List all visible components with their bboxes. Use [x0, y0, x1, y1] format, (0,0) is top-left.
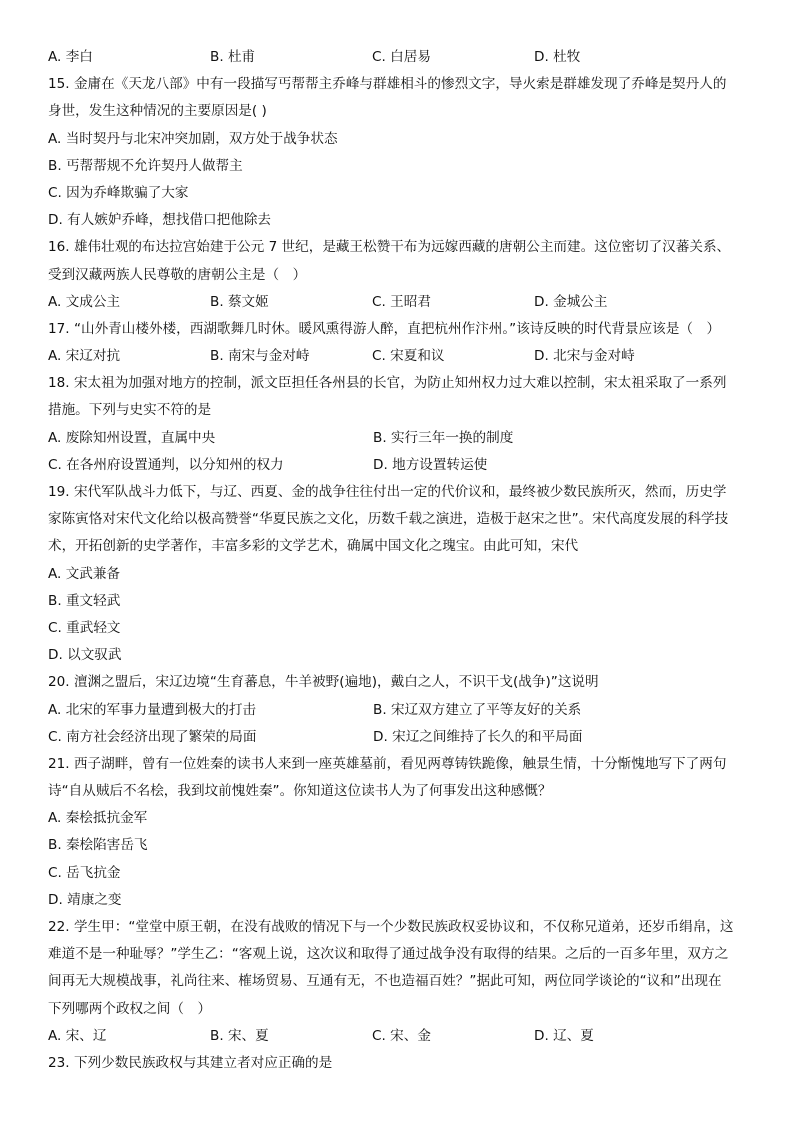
q21-stem-line-1: 21. 西子湖畔，曾有一位姓秦的读书人来到一座英雄墓前，看见两尊铸铁跪像，触景生情，十分惭愧地写下了两句: [48, 755, 727, 772]
q18-option-c: C. 在各州府设置通判，以分知州的权力: [48, 456, 284, 473]
q14-option-b: B. 杜甫: [210, 49, 256, 65]
q22-option-c: C. 宋、金: [372, 1027, 431, 1044]
q21-stem-line-2: 诗“自从贼后不名桧，我到坟前愧姓秦”。你知道这位读书人为了何事发出这种感慨？: [48, 783, 552, 800]
q20-option-d: D. 宋辽之间维持了长久的和平局面: [373, 728, 583, 745]
q22-stem-line-4: 下列哪两个政权之间（ ）: [48, 1000, 212, 1017]
q16-option-b: B. 蔡文姬: [210, 293, 269, 310]
q15-option-c: C. 因为乔峰欺骗了大家: [48, 184, 189, 201]
q18-option-b: B. 实行三年一换的制度: [373, 429, 514, 446]
q14-option-a: A. 李白: [48, 49, 93, 65]
q19-stem-line-3: 术，开拓创新的史学著作，丰富多彩的文学艺术，确属中国文化之瑰宝。由此可知，宋代: [48, 538, 579, 555]
q17-option-d: D. 北宋与金对峙: [534, 348, 635, 365]
q19-stem-line-2: 家陈寅恪对宋代文化给以极高赞誉“华夏民族之文化，历数千载之演进，造极于赵宋之世”。宋代高度发展的科学技: [48, 511, 729, 528]
q18-stem-line-2: 措施。下列与史实不符的是: [48, 402, 212, 419]
q20-options-row-2: [48, 724, 760, 751]
q18-options-row-2: [48, 452, 760, 479]
q23-stem-line-1: 23. 下列少数民族政权与其建立者对应正确的是: [48, 1054, 333, 1071]
q14-option-d: D. 杜牧: [534, 49, 581, 65]
q20-option-c: C. 南方社会经济出现了繁荣的局面: [48, 728, 257, 745]
q16-stem-line-2: 受到汉藏两族人民尊敬的唐朝公主是（ ）: [48, 266, 307, 283]
q16-options: [48, 289, 760, 316]
q15-stem-line-1: 15. 金庸在《天龙八部》中有一段描写丐帮帮主乔峰与群雄相斗的惨烈文字，导火索是群雄发现了乔峰是契丹人的: [48, 76, 727, 93]
q20-stem-line-1: 20. 澶渊之盟后，宋辽边境“生育蕃息，牛羊被野(遍地)，戴白之人，不识干戈(战争)”这说明: [48, 674, 599, 691]
q21-option-c: C. 岳飞抗金: [48, 864, 121, 881]
q18-stem-line-1: 18. 宋太祖为加强对地方的控制，派文臣担任各州县的长官，为防止知州权力过大难以控制，宋太祖采取了一系列: [48, 375, 727, 392]
q19-stem-line-1: 19. 宋代军队战斗力低下，与辽、西夏、金的战争往往付出一定的代价议和，最终被少数民族所灭，然而，历史学: [48, 484, 727, 500]
q16-option-d: D. 金城公主: [534, 293, 608, 310]
q14-options: [48, 44, 760, 71]
q15-option-b: B. 丐帮帮规不允许契丹人做帮主: [48, 157, 243, 174]
q20-option-a: A. 北宋的军事力量遭到极大的打击: [48, 701, 257, 718]
q17-stem-line-1: 17. “山外青山楼外楼，西湖歌舞几时休。暖风熏得游人醉，直把杭州作汴州。”该诗反映的时代背景应该是（ ）: [48, 320, 721, 337]
q20-options-row-1: [48, 697, 760, 724]
q14-option-c: C. 白居易: [372, 49, 431, 65]
q19-option-c: C. 重武轻文: [48, 619, 121, 636]
q22-options: [48, 1023, 760, 1050]
q16-option-a: A. 文成公主: [48, 293, 121, 310]
q21-option-b: B. 秦桧陷害岳飞: [48, 837, 148, 854]
q19-option-b: B. 重文轻武: [48, 592, 121, 609]
q18-option-d: D. 地方设置转运使: [373, 456, 488, 473]
q17-option-c: C. 宋夏和议: [372, 348, 445, 365]
q19-option-a: A. 文武兼备: [48, 565, 121, 582]
q22-stem-line-3: 间再无大规模战事，礼尚往来、榷场贸易、互通有无，不也造福百姓？”据此可知，两位同学谈论的“议和”出现在: [48, 973, 722, 990]
q22-option-a: A. 宋、辽: [48, 1027, 107, 1044]
q22-stem-line-2: 难道不是一种耻辱？”学生乙：“客观上说，这次议和取得了通过战争没有取得的结果。之后的一百多年里，双方之: [48, 946, 729, 963]
q21-option-d: D. 靖康之变: [48, 891, 122, 908]
q18-option-a: A. 废除知州设置，直属中央: [48, 429, 216, 446]
q21-option-a: A. 秦桧抵抗金军: [48, 810, 148, 827]
q19-option-d: D. 以文驭武: [48, 647, 122, 664]
q15-option-a: A. 当时契丹与北宋冲突加剧，双方处于战争状态: [48, 130, 338, 147]
q15-option-d: D. 有人嫉妒乔峰，想找借口把他除去: [48, 212, 272, 229]
q17-option-a: A. 宋辽对抗: [48, 348, 121, 365]
q22-option-d: D. 辽、夏: [534, 1027, 594, 1044]
q17-options: [48, 343, 760, 370]
q18-options-row-1: [48, 425, 760, 452]
q20-option-b: B. 宋辽双方建立了平等友好的关系: [373, 701, 582, 718]
q22-option-b: B. 宋、夏: [210, 1027, 269, 1044]
q16-stem-line-1: 16. 雄伟壮观的布达拉宫始建于公元 7 世纪，是藏王松赞干布为远嫁西藏的唐朝公主而建。这位密切了汉蕃关系、: [48, 239, 731, 256]
q15-stem-line-2: 身世，发生这种情况的主要原因是( ): [48, 103, 267, 120]
q16-option-c: C. 王昭君: [372, 293, 431, 310]
q22-stem-line-1: 22. 学生甲：“堂堂中原王朝，在没有战败的情况下与一个少数民族政权妥协议和，不仅称兄道弟，还岁币绢帛，这: [48, 919, 734, 935]
exam-page: [48, 44, 760, 1077]
q17-option-b: B. 南宋与金对峙: [210, 348, 310, 365]
